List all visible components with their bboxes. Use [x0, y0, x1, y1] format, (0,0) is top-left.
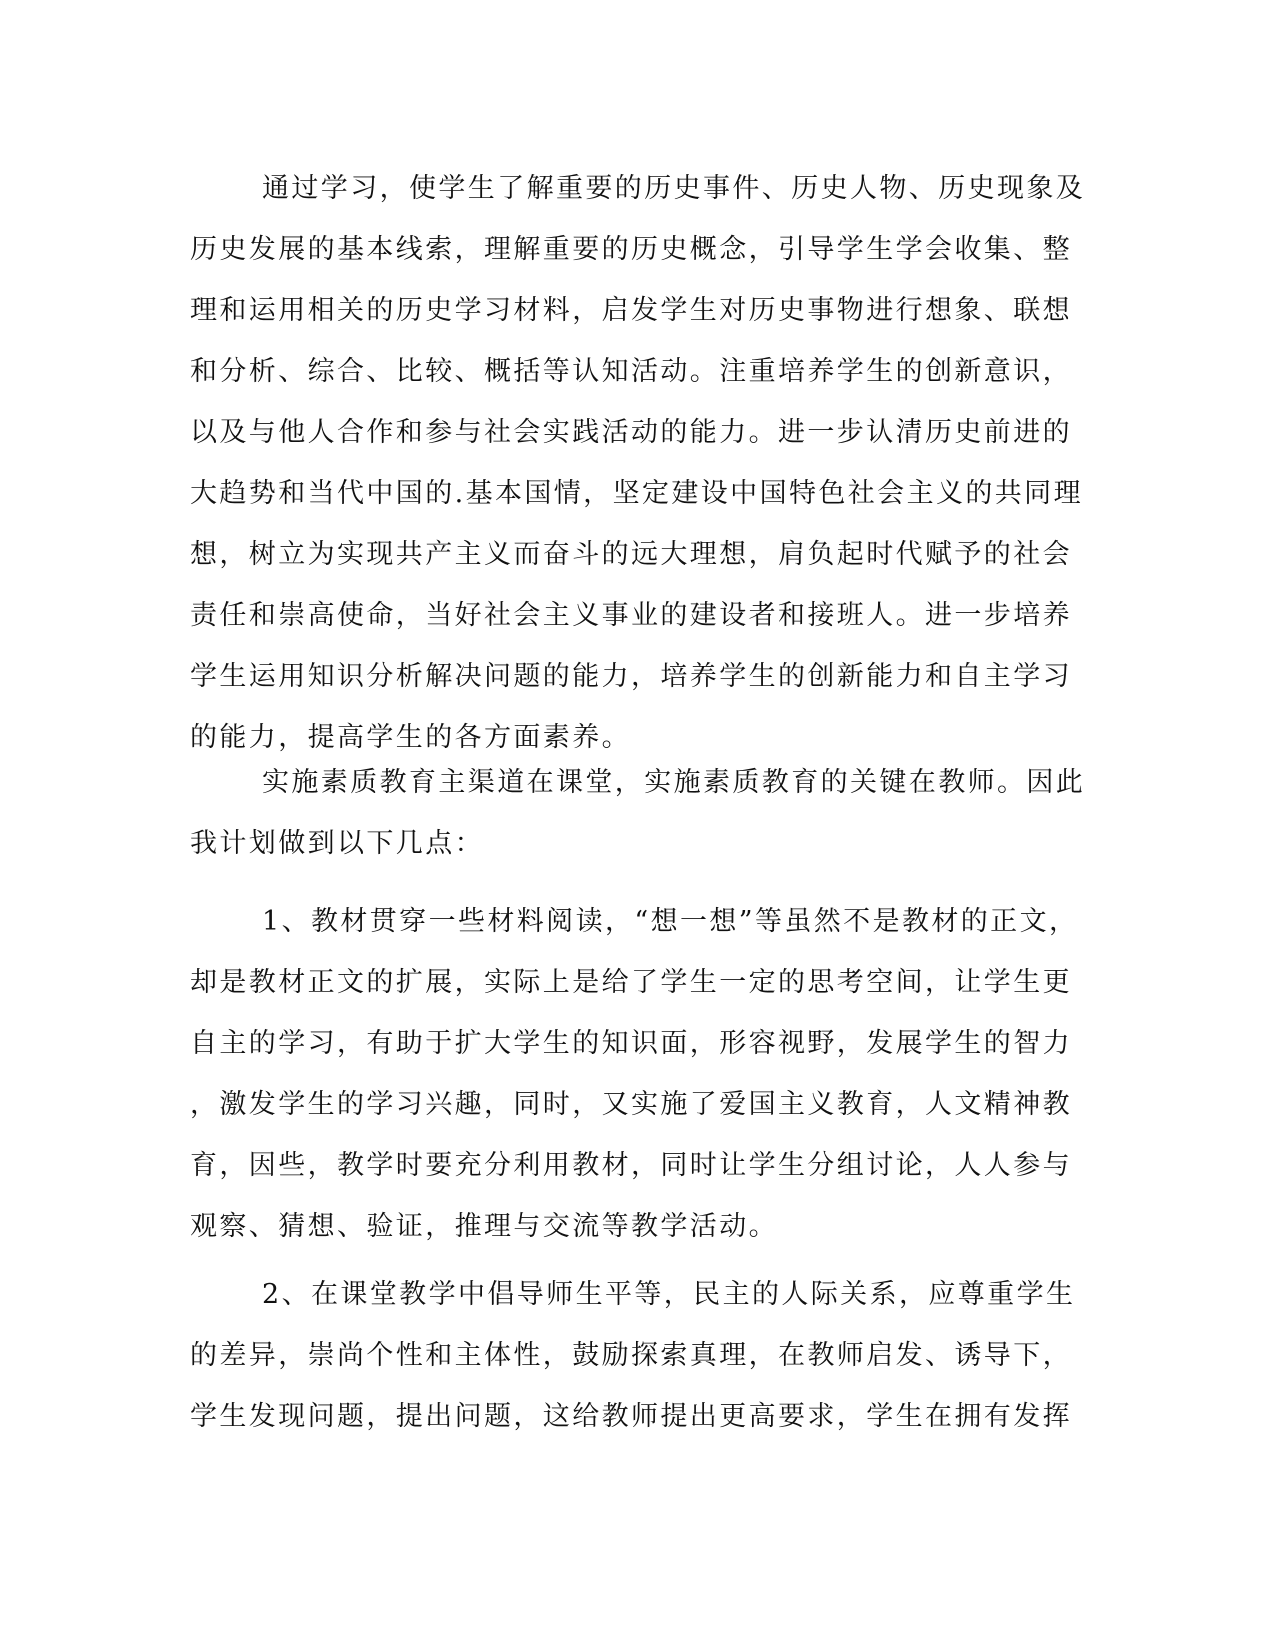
text-line: 的差异，崇尚个性和主体性，鼓励探索真理，在教师启发、诱导下，: [190, 1340, 1072, 1371]
text-line: 自主的学习，有助于扩大学生的知识面，形容视野，发展学生的智力: [190, 1028, 1072, 1059]
text-line: 学生运用知识分析解决问题的能力，培养学生的创新能力和自主学习: [190, 661, 1072, 692]
text-line: 想，树立为实现共产主义而奋斗的远大理想，肩负起时代赋予的社会: [190, 539, 1072, 570]
text-line: 观察、猜想、验证，推理与交流等教学活动。: [190, 1211, 778, 1242]
text-line: 学生发现问题，提出问题，这给教师提出更高要求，学生在拥有发挥: [190, 1401, 1072, 1432]
text-line: 大趋势和当代中国的.基本国情，坚定建设中国特色社会主义的共同理: [190, 478, 1083, 509]
paragraph-point-2: [190, 1264, 1076, 1447]
text-line: 1、教材贯穿一些材料阅读，“想一想”等虽然不是教材的正文，: [262, 906, 1079, 937]
text-line: 责任和崇高使命，当好社会主义事业的建设者和接班人。进一步培养: [190, 600, 1072, 631]
text-line: ，激发学生的学习兴趣，同时，又实施了爱国主义教育，人文精神教: [190, 1089, 1072, 1120]
text-line: 历史发展的基本线索，理解重要的历史概念，引导学生学会收集、整: [190, 234, 1072, 265]
text-line: 理和运用相关的历史学习材料，启发学生对历史事物进行想象、联想: [190, 295, 1072, 326]
paragraph-point-1: [190, 891, 1079, 1257]
text-line: 通过学习，使学生了解重要的历史事件、历史人物、历史现象及: [262, 173, 1086, 204]
text-line: 和分析、综合、比较、概括等认知活动。注重培养学生的创新意识，: [190, 356, 1072, 387]
text-line: 却是教材正文的扩展，实际上是给了学生一定的思考空间，让学生更: [190, 967, 1072, 998]
paragraph-learning-goals: [190, 158, 1086, 768]
text-line: 育，因些，教学时要充分利用教材，同时让学生分组讨论，人人参与: [190, 1150, 1072, 1181]
text-line: 以及与他人合作和参与社会实践活动的能力。进一步认清历史前进的: [190, 417, 1072, 448]
text-line: 2、在课堂教学中倡导师生平等，民主的人际关系，应尊重学生: [262, 1279, 1076, 1310]
text-line: 的能力，提高学生的各方面素养。: [190, 722, 631, 753]
paragraph-plan-intro: [190, 752, 1086, 874]
text-line: 我计划做到以下几点：: [190, 828, 484, 859]
text-line: 实施素质教育主渠道在课堂，实施素质教育的关键在教师。因此: [262, 767, 1086, 798]
